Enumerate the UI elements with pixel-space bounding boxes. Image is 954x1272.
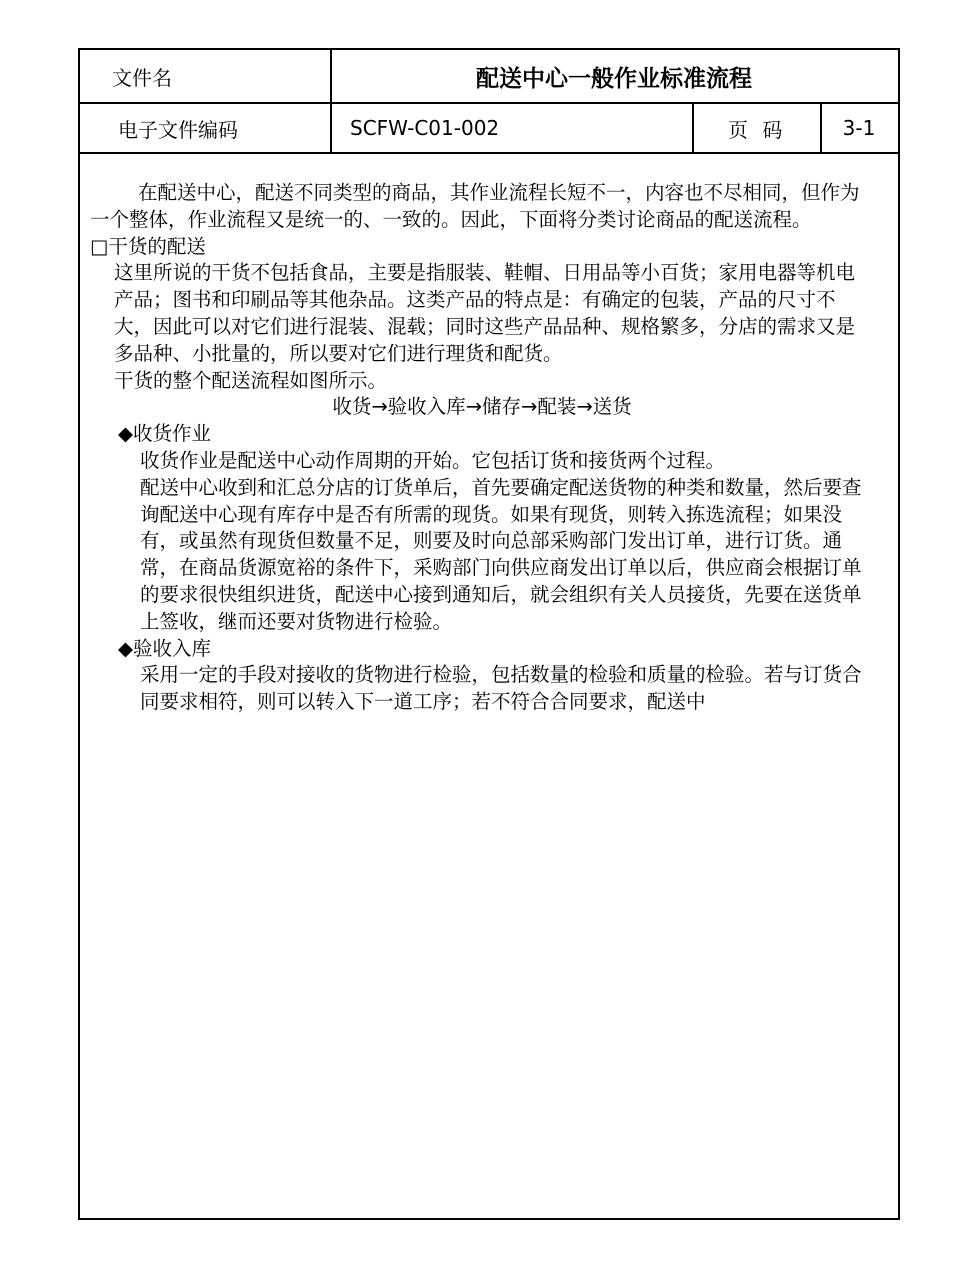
document-body (90, 180, 874, 716)
subsection-heading: ◆验收入库 (118, 636, 211, 660)
flow-line: 收货→验收入库→储存→配装→送货 (332, 395, 632, 419)
section-paragraph: 这里所说的干货不包括食品，主要是指服装、鞋帽、日用品等小百货；家用电器等机电产品；图书和印刷品等其他杂品。这类产品的特点是：有确定的包装，产品的尺寸不大，因此可以对它们进行混装、混载；同时这些产品品种、规格繁多，分店的需求又是多品种、小批量的，所以要对它们进行理货和配货。 (114, 261, 856, 365)
header-row-title (80, 50, 898, 104)
code-value: SCFW-C01-002 (350, 116, 500, 140)
document-sheet (78, 48, 900, 1220)
subsection-paragraph: 收货作业是配送中心动作周期的开始。它包括订货和接货两个过程。 (140, 448, 726, 472)
section-paragraph: 干货的整个配送流程如图所示。 (114, 368, 388, 392)
file-name-label: 文件名 (112, 65, 172, 90)
section-heading: □干货的配送 (90, 234, 206, 258)
subsection-paragraph: 配送中心收到和汇总分店的订货单后，首先要确定配送货物的种类和数量，然后要查询配送中心现有库存中是否有所需的现货。如果有现货，则转入拣选流程；如果没有，或虽然有现货但数量不足，则要及时向总部采购部门发出订单，进行订货。通常，在商品货源宽裕的条件下，采购部门向供应商发出订单以后，供应商会根据订单的要求很快组织进货，配送中心接到通知后，就会组织有关人员接货，先要在送货单上签收，继而还要对货物进行检验。 (140, 475, 862, 633)
subsection-paragraph: 采用一定的手段对接收的货物进行检验，包括数量的检验和质量的检验。若与订货合同要求相符，则可以转入下一道工序；若不符合合同要求，配送中 (140, 663, 862, 714)
intro-paragraph: 在配送中心，配送不同类型的商品，其作业流程长短不一，内容也不尽相同，但作为一个整体，作业流程又是统一的、一致的。因此，下面将分类讨论商品的配送流程。 (90, 181, 860, 231)
subsection-heading: ◆收货作业 (118, 422, 211, 446)
code-label: 电子文件编码 (118, 117, 238, 142)
header-row-code (80, 104, 898, 154)
document-title: 配送中心一般作业标准流程 (476, 65, 752, 92)
page-number: 3-1 (842, 116, 876, 140)
page-label: 页 码 (728, 117, 787, 142)
